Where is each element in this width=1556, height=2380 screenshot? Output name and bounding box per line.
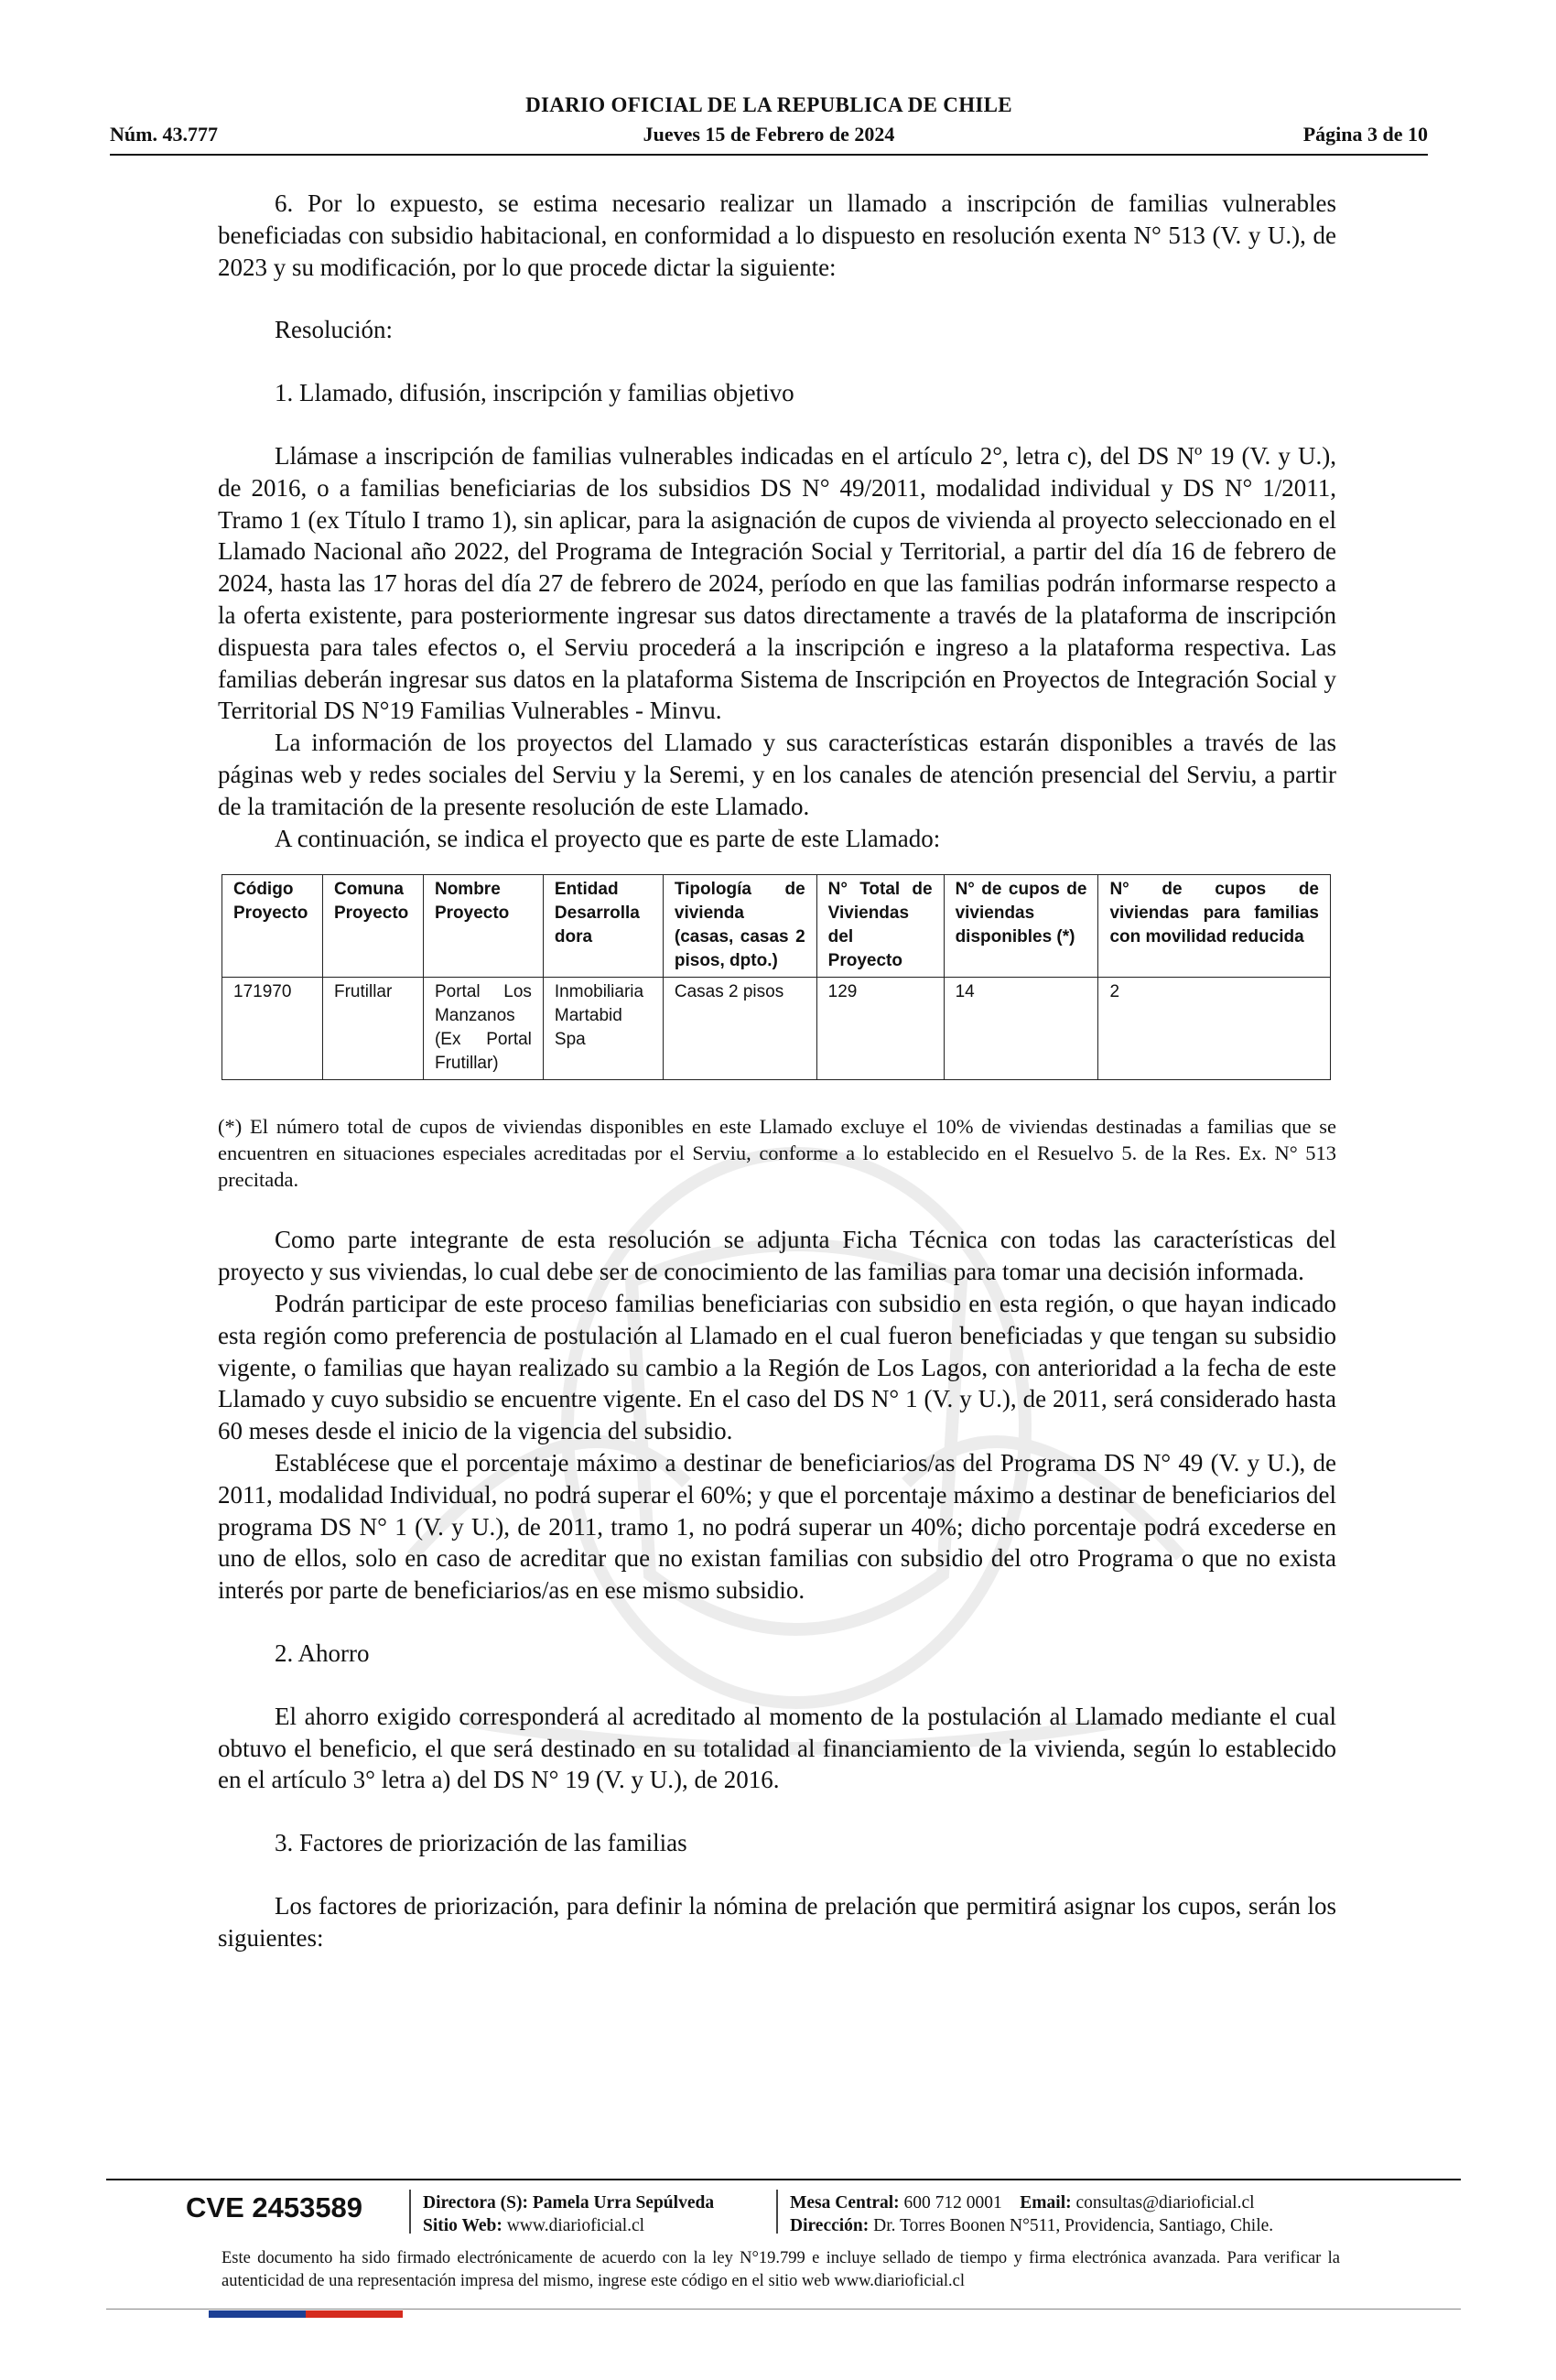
project-table	[222, 874, 1331, 1080]
mesa-value: 600 712 0001	[903, 2193, 1002, 2212]
cell-tipologia: Casas 2 pisos	[663, 978, 816, 1080]
email-link[interactable]: consultas@diarioficial.cl	[1075, 2193, 1255, 2212]
cell-codigo: 171970	[222, 978, 323, 1080]
issue-number: Núm. 43.777	[110, 123, 218, 146]
mesa-label: Mesa Central:	[790, 2193, 900, 2212]
section-3-paragraph-1: Los factores de priorización, para definir la nómina de prelación que permitirá asignar los cupos, serán los siguientes:	[218, 1891, 1336, 1952]
paragraph-ficha-tecnica: Como parte integrante de esta resolución se adjunta Ficha Técnica con todas las características del proyecto y sus viviendas, lo cual debe ser de conocimiento de las familias para tomar una decisión informada.	[218, 1226, 1336, 1286]
document-body	[218, 188, 1336, 1953]
section-1-title: 1. Llamado, difusión, inscripción y familias objetivo	[275, 379, 794, 407]
resolucion-heading: Resolución:	[275, 316, 393, 344]
flag-stripe	[209, 2310, 403, 2318]
cell-cupos-movilidad: 2	[1098, 978, 1331, 1080]
paragraph-porcentaje-maximo: Establécese que el porcentaje máximo a destinar de beneficiarios/as del Programa DS N° 49 (V. y U.), de 2011, modalidad Individual, no podrá superar el 60%; y que el porcentaje máximo a destinar de beneficiarios del programa DS N° 1 (V. y U.), de 2011, tramo 1, no podrá superar un 40%; dicho porcentaje podrá excederse en uno de ellos, solo en caso de acreditar que no existan familias con subsidio del otro Programa o que no exista interés por parte de beneficiarios/as en ese mismo subsidio.	[218, 1448, 1336, 1605]
table-row	[222, 978, 1331, 1080]
section-1-paragraph-2: La información de los proyectos del Llamado y sus características estarán disponibles a través de las páginas web y redes sociales del Serviu y la Seremi, y en los canales de atención presencial del Serviu, a partir de la tramitación de la presente resolución de este Llamado.	[218, 729, 1336, 820]
issue-date: Jueves 15 de Febrero de 2024	[643, 123, 895, 146]
paragraph-podran-participar: Podrán participar de este proceso familias beneficiarias con subsidio en esta región, o que hayan indicado esta región como preferencia de postulación al Llamado en el cual fueron beneficiadas y que tengan su subsidio vigente, o familias que hayan realizado su cambio a la Región de Los Lagos, con anterioridad a la fecha de este Llamado y cuyo subsidio se encuentre vigente. En el caso del DS N° 1 (V. y U.), de 2011, será considerado hasta 60 meses desde el inicio de la vigencia del subsidio.	[218, 1289, 1336, 1445]
section-3-title: 3. Factores de priorización de las familias	[275, 1829, 687, 1857]
header-comuna: Comuna Proyecto	[322, 875, 423, 978]
sitio-label: Sitio Web:	[423, 2216, 502, 2235]
header-cupos-disponibles: N° de cupos de viviendas disponibles (*)	[944, 875, 1098, 978]
cell-cupos-disponibles: 14	[944, 978, 1098, 1080]
directora-label: Directora (S):	[423, 2193, 528, 2212]
sitio-link[interactable]: www.diarioficial.cl	[506, 2216, 645, 2235]
header-nombre: Nombre Proyecto	[423, 875, 543, 978]
direccion-value: Dr. Torres Boonen N°511, Providencia, Santiago, Chile.	[873, 2216, 1274, 2235]
flag-blue-segment	[209, 2310, 306, 2318]
table-footnote: (*) El número total de cupos de viviendas disponibles en este Llamado excluye el 10% de viviendas destinadas a familias que se encuentren en situaciones especiales acreditadas por el Serviu, conforme a lo establecido en el Resuelvo 5. de la Res. Ex. N° 513 precitada.	[218, 1115, 1336, 1192]
section-2-paragraph-1: El ahorro exigido corresponderá al acreditado al momento de la postulación al Llamado mediante el cual obtuvo el beneficio, el que será destinado en su totalidad al financiamiento de la vivienda, según lo establecido en el artículo 3° letra a) del DS N° 19 (V. y U.), de 2016.	[218, 1702, 1336, 1794]
section-2-title: 2. Ahorro	[275, 1639, 370, 1667]
directora-name: Pamela Urra Sepúlveda	[532, 2193, 715, 2212]
section-1-paragraph-3: A continuación, se indica el proyecto que es parte de este Llamado:	[275, 824, 941, 852]
cell-comuna: Frutillar	[322, 978, 423, 1080]
cve-code: CVE 2453589	[186, 2191, 363, 2223]
cell-total-viviendas: 129	[816, 978, 944, 1080]
cell-nombre: Portal Los Manzanos (Ex Portal Frutillar)	[423, 978, 543, 1080]
table-header-row	[222, 875, 1331, 978]
header-cupos-movilidad: N° de cupos de viviendas para familias con movilidad reducida	[1098, 875, 1331, 978]
page-header	[110, 92, 1428, 157]
page-number: Página 3 de 10	[1302, 123, 1428, 146]
paragraph-6: 6. Por lo expuesto, se estima necesario realizar un llamado a inscripción de familias vulnerables beneficiadas con subsidio habitacional, en conformidad a lo dispuesto en resolución exenta N° 513 (V. y U.), de 2023 y su modificación, por lo que procede dictar la siguiente:	[218, 189, 1336, 281]
footer-bottom-rule	[106, 2309, 1461, 2310]
section-1-paragraph-1: Llámase a inscripción de familias vulnerables indicadas en el artículo 2°, letra c), del DS Nº 19 (V. y U.), de 2016, o a familias beneficiarias de los subsidios DS N° 49/2011, modalidad individual y DS N° 1/2011, Tramo 1 (ex Título I tramo 1), sin aplicar, para la asignación de cupos de vivienda al proyecto seleccionado en el Llamado Nacional año 2022, del Programa de Integración Social y Territorial, a partir del día 16 de febrero de 2024, hasta las 17 horas del día 27 de febrero de 2024, período en que las familias podrán informarse respecto a la oferta existente, para posteriormente ingresar sus datos directamente a través de la plataforma de inscripción dispuesta para tales efectos o, el Serviu procederá a la inscripción e ingreso a la plataforma respectiva. Las familias deberán ingresar sus datos en la plataforma Sistema de Inscripción en Proyectos de Integración Social y Territorial DS N°19 Familias Vulnerables - Minvu.	[218, 441, 1336, 725]
header-codigo: Código Proyecto	[222, 875, 323, 978]
newspaper-title: DIARIO OFICIAL DE LA REPUBLICA DE CHILE	[525, 93, 1012, 116]
header-total-viviendas: N° Total de Viviendas del Proyecto	[816, 875, 944, 978]
footer-divider	[106, 2179, 1461, 2180]
header-entidad: Entidad Desarrolla dora	[543, 875, 663, 978]
email-label: Email:	[1020, 2193, 1072, 2212]
footer-contact-block	[790, 2191, 1273, 2237]
header-divider	[110, 154, 1428, 156]
flag-red-segment	[306, 2310, 403, 2318]
header-tipologia: Tipología de vivienda (casas, casas 2 pisos, dpto.)	[663, 875, 816, 978]
footer-separator	[776, 2190, 778, 2234]
signature-note: Este documento ha sido firmado electrónicamente de acuerdo con la ley N°19.799 e incluye sellado de tiempo y firma electrónica avanzada. Para verificar la autenticidad de una representación impresa del mismo, ingrese este código en el sitio web www.diarioficial.cl	[222, 2249, 1340, 2290]
cell-entidad: Inmobiliaria Martabid Spa	[543, 978, 663, 1080]
footer-separator	[409, 2190, 411, 2234]
direccion-label: Dirección:	[790, 2216, 870, 2235]
footer-directora-block	[423, 2191, 714, 2237]
